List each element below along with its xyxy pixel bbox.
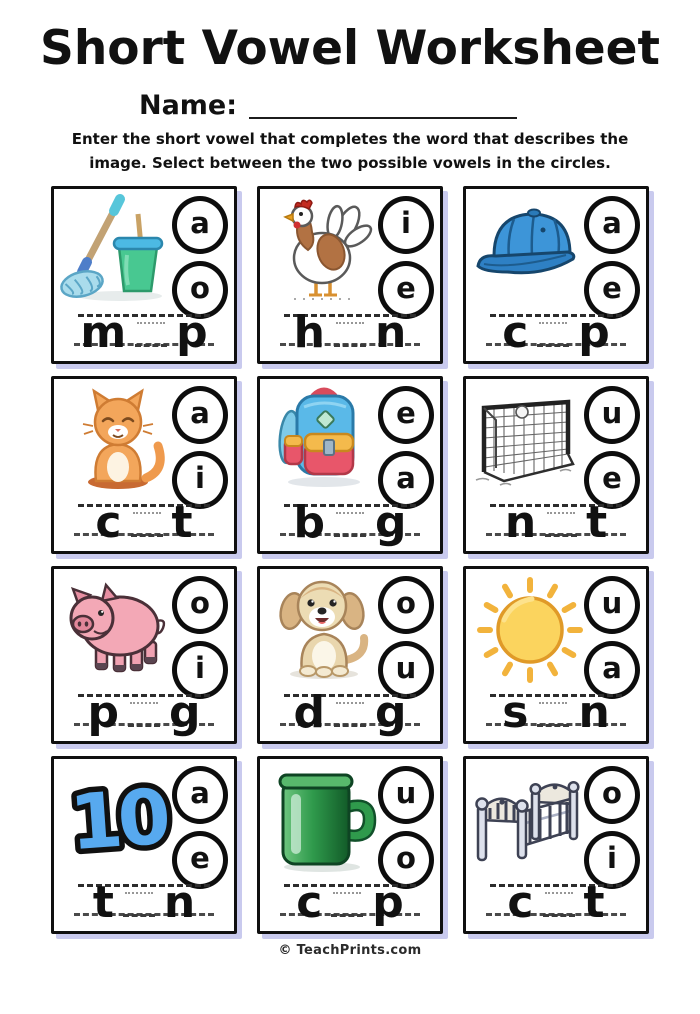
word-area (280, 670, 420, 736)
word-area (486, 480, 626, 546)
word-area (280, 480, 420, 546)
word-letter: t (583, 876, 605, 928)
vowel-letter: i (195, 461, 205, 496)
card-cat (51, 376, 237, 554)
missing-vowel-blank[interactable] (537, 722, 569, 727)
vowel-letter: e (396, 271, 416, 306)
word-letter: n (375, 306, 407, 358)
name-row (0, 83, 678, 122)
vowel-letter: o (602, 776, 622, 811)
vowel-letter: u (601, 586, 623, 621)
word-letter: s (502, 686, 529, 738)
vowel-letter: a (190, 776, 210, 811)
word-letter: p (578, 306, 610, 358)
word-area (74, 670, 214, 736)
vowel-letter: o (190, 586, 210, 621)
word-area (486, 860, 626, 926)
word-letter: t (92, 876, 114, 928)
vowel-letter: o (190, 271, 210, 306)
word-letter: p (372, 876, 404, 928)
vowel-letter: a (190, 206, 210, 241)
word-area (74, 480, 214, 546)
vowel-option[interactable] (584, 196, 640, 254)
word-area (280, 860, 420, 926)
card-cap (463, 186, 649, 364)
vowel-option[interactable] (584, 386, 640, 444)
card-mop (51, 186, 237, 364)
instructions-line-2: image. Select between the two possible vowels in the circles. (89, 153, 611, 172)
vowel-letter: u (601, 396, 623, 431)
word-letter: g (169, 686, 201, 738)
word-letter: b (293, 496, 325, 548)
missing-vowel-blank[interactable] (331, 912, 363, 917)
word-letter: d (293, 686, 325, 738)
missing-vowel-blank[interactable] (128, 722, 160, 727)
word-area (74, 860, 214, 926)
vowel-letter: e (396, 396, 416, 431)
vowel-letter: e (602, 271, 622, 306)
instructions (0, 128, 700, 175)
word-area (486, 290, 626, 356)
vowel-letter: o (396, 841, 416, 876)
missing-vowel-blank[interactable] (123, 912, 155, 917)
name-label: Name: (138, 90, 238, 122)
card-net (463, 376, 649, 554)
vowel-letter: a (190, 396, 210, 431)
vowel-option[interactable] (172, 386, 228, 444)
vowel-letter: e (602, 461, 622, 496)
missing-vowel-blank[interactable] (537, 342, 569, 347)
word-letter: m (80, 306, 127, 358)
word-letter: t (171, 496, 193, 548)
vowel-option[interactable] (172, 766, 228, 824)
vowel-letter: a (602, 651, 622, 686)
worksheet-grid (0, 186, 700, 934)
instructions-line-1: Enter the short vowel that completes the word that describes the (71, 130, 629, 149)
word-letter: n (163, 876, 196, 928)
card-cot (463, 756, 649, 934)
word-letter: c (95, 496, 122, 548)
vowel-option[interactable] (378, 576, 434, 634)
vowel-letter: o (396, 586, 416, 621)
word-letter: n (578, 686, 610, 738)
vowel-option[interactable] (172, 576, 228, 634)
word-letter: n (504, 496, 537, 548)
card-pig (51, 566, 237, 744)
missing-vowel-blank[interactable] (545, 532, 577, 537)
name-input-line[interactable] (249, 87, 517, 119)
word-letter: t (586, 496, 608, 548)
card-hen (257, 186, 443, 364)
vowel-letter: u (395, 776, 417, 811)
missing-vowel-blank[interactable] (543, 912, 575, 917)
missing-vowel-blank[interactable] (334, 342, 366, 347)
missing-vowel-blank[interactable] (334, 722, 366, 727)
word-area (280, 290, 420, 356)
word-letter: g (375, 686, 407, 738)
page-title: Short Vowel Worksheet (39, 21, 661, 76)
word-letter: h (293, 306, 325, 358)
word-area (74, 290, 214, 356)
vowel-letter: e (190, 841, 210, 876)
vowel-option[interactable] (378, 196, 434, 254)
word-letter: g (375, 496, 407, 548)
vowel-option[interactable] (378, 386, 434, 444)
word-letter: c (507, 876, 534, 928)
vowel-letter: a (602, 206, 622, 241)
word-letter: p (176, 306, 208, 358)
vowel-option[interactable] (378, 766, 434, 824)
vowel-option[interactable] (172, 196, 228, 254)
card-bag (257, 376, 443, 554)
card-ten (51, 756, 237, 934)
footer-credit: © TeachPrints.com (278, 942, 422, 958)
card-sun (463, 566, 649, 744)
vowel-option[interactable] (584, 766, 640, 824)
missing-vowel-blank[interactable] (334, 532, 366, 537)
missing-vowel-blank[interactable] (135, 342, 167, 347)
card-dog (257, 566, 443, 744)
word-letter: p (87, 686, 119, 738)
word-letter: c (502, 306, 529, 358)
word-letter: c (296, 876, 323, 928)
vowel-letter: u (395, 651, 417, 686)
card-cup (257, 756, 443, 934)
vowel-letter: i (607, 841, 617, 876)
vowel-letter: i (401, 206, 411, 241)
vowel-letter: i (195, 651, 205, 686)
svg-text:10: 10 (66, 771, 169, 868)
missing-vowel-blank[interactable] (131, 532, 163, 537)
word-area (486, 670, 626, 736)
vowel-letter: a (396, 461, 416, 496)
vowel-option[interactable] (584, 576, 640, 634)
